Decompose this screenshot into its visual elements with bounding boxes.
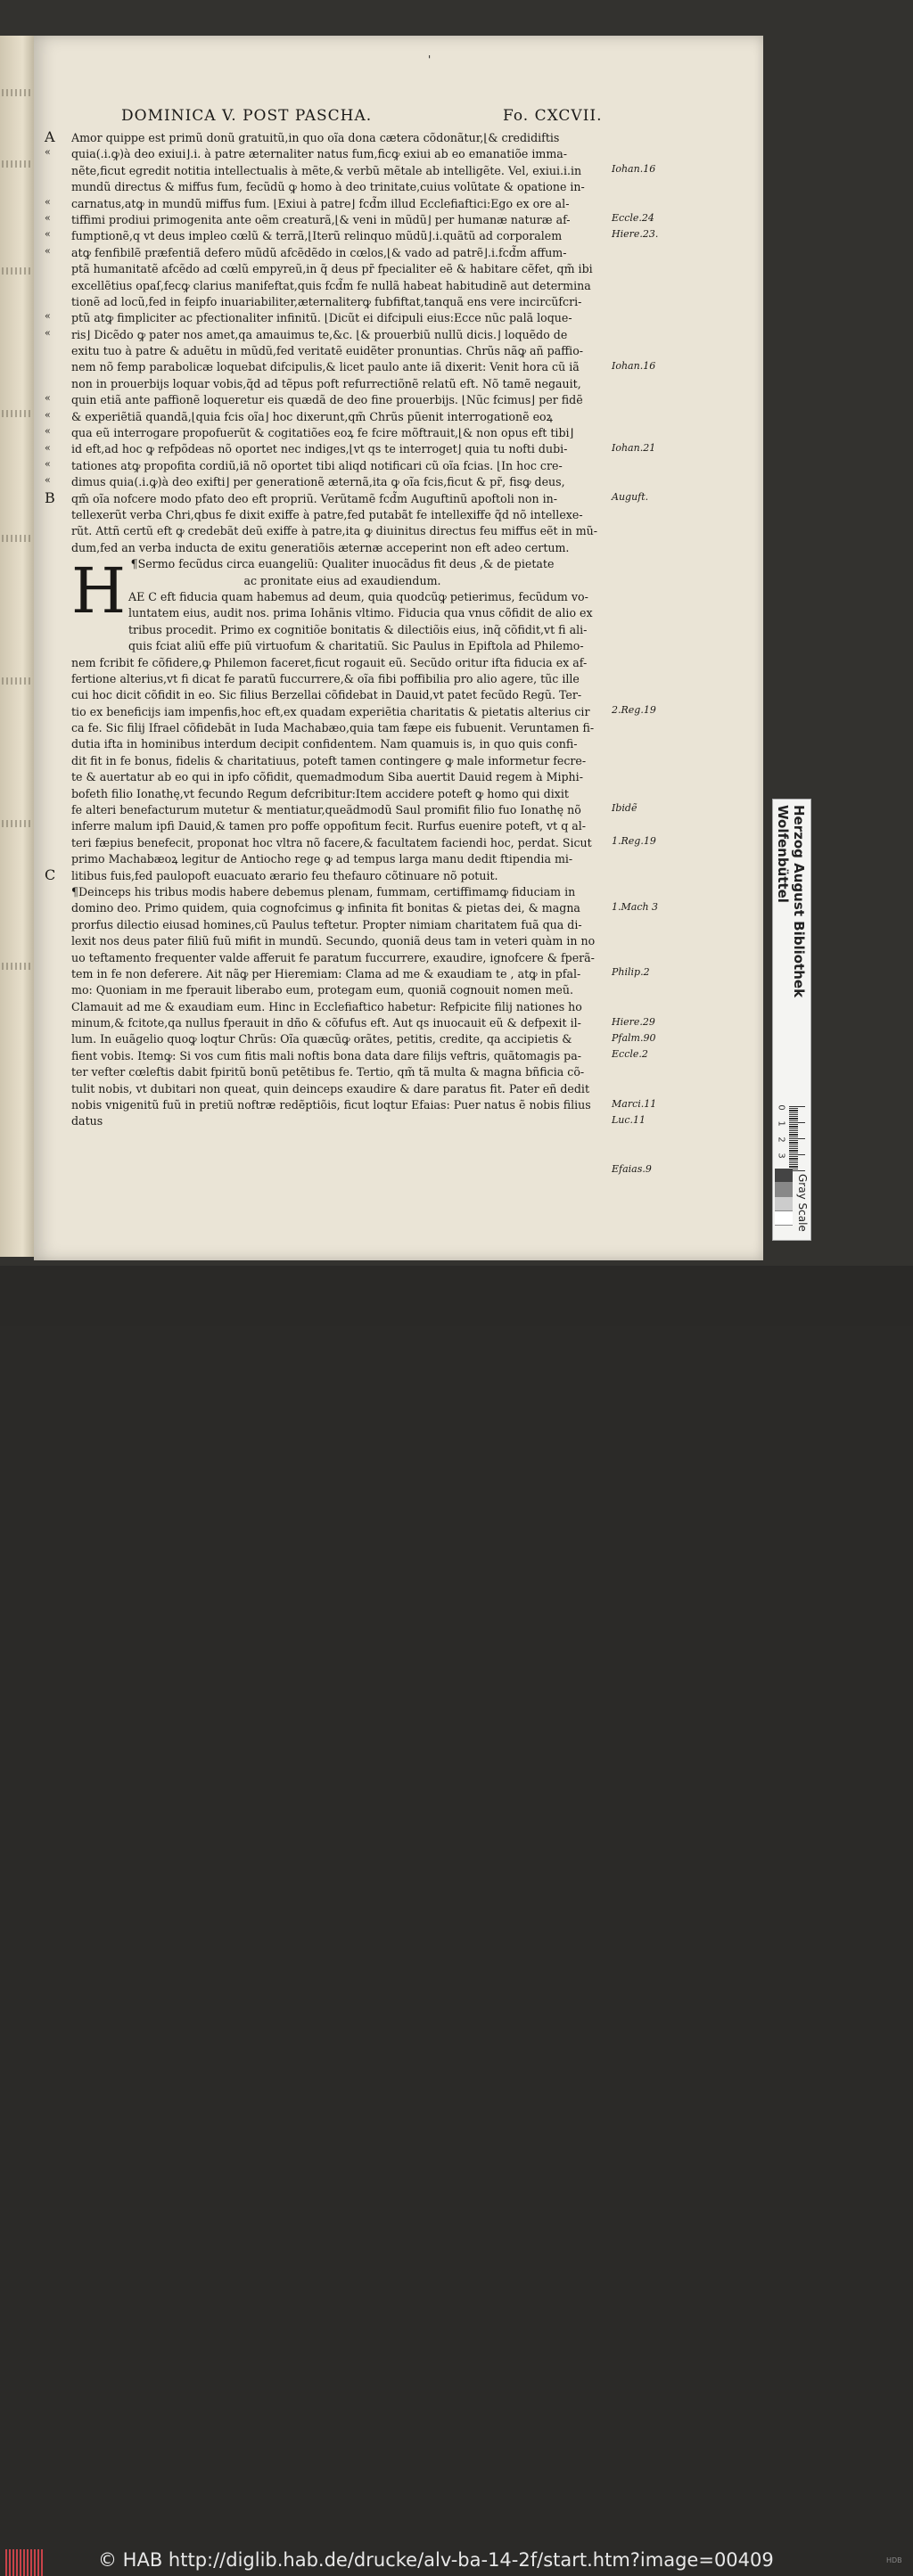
margin-marker: C <box>45 866 56 883</box>
text-line: minum,& fcitote,qa nullus fperauit in dño & cõfufus eft. Aut qs inuocauit eũ & defpexit il- <box>71 1016 581 1030</box>
library-label <box>775 805 809 1099</box>
margin-citation: Marci.11 <box>612 1097 657 1110</box>
text-line: nẽte,ficut egredit notitia intellectualis à mẽte,& verbũ mẽtale ab intelligẽte. Vel, exiui.i.in <box>71 163 582 177</box>
margin-marker: A <box>45 128 55 145</box>
text-line: primo Machabæoꝝ legitur de Antiocho rege ꝙ ad tempus larga manu dedit ftipendia mi- <box>71 852 573 866</box>
text-line: quia(.i.ꝙ)à deo exiui⌋.i. à patre æternaliter natus fum,ficꝙ exiui ab eo emanatiõe imma- <box>71 147 568 161</box>
text-line: cui hoc dicit cõfidit in eo. Sic filius Berzellai cõfidebat in Dauid,vt patet fecũdo Regũ. Ter- <box>71 688 582 702</box>
text-line: tellexerũt verba Chri,qbus fe dixit exiffe à patre,fed putabãt fe intellexiffe q̃d nõ intellexe- <box>71 507 583 521</box>
text-line: bofeth filio Ionathę,vt fecundo Regum defcribitur:Item accidere poteft ꝙ homo qui dixit <box>71 786 569 800</box>
text-line: ris⌋ Dicẽdo ꝙ pater nos amet,qa amauimus te,&c. ⌊& prouerbiũ nullũ dicis.⌋ loquẽdo de <box>71 327 568 341</box>
margin-citation: Iohan.16 <box>612 359 656 372</box>
margin-citation: 2.Reg.19 <box>612 704 656 716</box>
margin-citation: Iohan.16 <box>612 162 656 175</box>
text-line: tionẽ ad locũ,fed in feipfo inuariabiliter,æternaliterꝙ fubfiftat,tanquã ens vere incircũfcri- <box>71 294 582 308</box>
text-line: inferre malum ipfi Dauid,& tamen pro poffe oppofitum fecit. Rurfus euenire poteft, vt q al- <box>71 819 587 833</box>
decorated-initial: H <box>71 554 127 628</box>
text-line: nem nõ femp parabolicæ loquebat difcipulis,& licet paulo ante iã dixerit: Venit hora cũ iã <box>71 360 580 374</box>
text-line: Amor quippe est primũ donũ gratuitũ,in quo oĩa dona cætera cõdonãtur,⌊& credidiftis <box>71 131 560 144</box>
text-line: tribus procedit. Primo ex cognitiõe bonitatis & dilectiõis eius, inq̃ cõfidit,vt fi ali- <box>128 622 588 636</box>
text-line: nem fcribit fe cõfidere,ꝙ Philemon faceret,ficut rogauit eũ. Secũdo oritur ifta fiducia ex af- <box>71 655 588 669</box>
text-line: lexit nos deus pater filiũ fuũ mifit in mundũ. Secundo, quoniã deus tam in veteri quàm in no <box>71 934 596 948</box>
text-line: ca fe. Sic filij Ifrael cõfidebãt in Iuda Machabæo,quia tam fæpe eis fubuenit. Veruntamen fi- <box>71 721 595 735</box>
text-line: prorfus dilectio eiusad homines,cũ Paulus teftetur. Propter nimiam charitatem fuã qua di- <box>71 917 582 931</box>
text-line: ptã humanitatẽ afcẽdo ad cœlũ empyreũ,in q̃ deus pr̃ fpecialiter eẽ & habitare cẽfet, qm̃ ibi <box>71 262 593 276</box>
margin-citation: Eccle.2 <box>612 1048 648 1061</box>
text-line: AE C eft fiducia quam habemus ad deum, quia quodcũꝙ petierimus, fecũdum vo- <box>128 589 588 603</box>
text-line: luntatem eius, audit nos. prima Iohãnis vltimo. Fiducia qua vnus cõfidit de alio ex <box>128 606 593 620</box>
ruler-number: 3 <box>776 1153 786 1159</box>
ruler-number: 1 <box>776 1120 786 1127</box>
text-line: te & auertatur ab eo qui in ipfo cõfidit, quemadmodum Siba auertit Dauid regem à Miphi- <box>71 770 583 784</box>
margin-citation: 1.Reg.19 <box>612 835 656 848</box>
margin-citation: Auguft. <box>612 490 649 503</box>
text-line: id eft,ad hoc ꝙ refpõdeas nõ oportet nec indiges,⌊vt qs te interroget⌋ quia tu nofti dubi- <box>71 442 568 456</box>
gray-patches <box>775 1169 793 1224</box>
text-line: litibus fuis,fed paulopoft euacuato ærario feu thefauro cõtinuare nõ potuit. <box>71 868 498 882</box>
margin-citation: Hiere.29 <box>612 1015 655 1028</box>
text-line: ¶Sermo fecũdus circa euangeliũ: Qualiter inuocãdus fit deus ,& de pietate <box>130 557 555 571</box>
text-line: quis fciat aliũ effe piũ virtuofum & charitatiũ. Sic Paulus in Epiftola ad Philemo- <box>128 639 584 653</box>
folio-number: Fo. CXCVII. <box>503 107 603 125</box>
scan-background <box>0 0 913 1266</box>
margin-marker: « <box>45 425 51 438</box>
text-line: qm̃ oĩa nofcere modo pfato deo eft propriũ. Verũtamẽ fcd̃m Auguftinũ apoftoli non in- <box>71 491 557 505</box>
margin-citation: Iohan.21 <box>612 441 656 454</box>
margin-marker: « <box>45 392 51 405</box>
margin-marker: « <box>45 212 51 224</box>
hab-logo <box>5 2549 43 2576</box>
text-line: tio ex beneficijs iam impenfis,hoc eft,ex quadam experiẽtia charitatis & pietatis alterius cir <box>71 704 590 718</box>
text-line: dutia ifta in hominibus interdum decipit confidentem. Nam quamuis is, in quo quis confi- <box>71 737 578 751</box>
text-line: Clamauit ad me & exaudiam eum. Hinc in Ecclefiaftico habetur: Refpicite filij nationes ho <box>71 999 582 1013</box>
margin-citation: Efaias.9 <box>612 1163 652 1176</box>
margin-marker: « <box>45 228 51 241</box>
text-line: tiffimi prodiui primogenita ante oẽm creaturã,⌊& veni in mũdũ⌋ per humanæ naturæ af- <box>71 212 571 226</box>
margin-marker: « <box>45 474 51 487</box>
text-line: atꝙ fenfibilẽ præfentiã defero mũdũ afcẽdẽdo in cœlos,⌊& vado ad patrẽ⌋.i.fcd̃m affum- <box>71 245 567 259</box>
main-text <box>71 130 613 1130</box>
text-line: lum. In euãgelio quoꝙ loqtur Chrũs: Oĩa quæcũꝙ orãtes, petitis, credite, qa accipietis & <box>71 1032 572 1046</box>
margin-citation: Hiere.23. <box>612 228 659 241</box>
text-line: fumptionẽ,q vt deus impleo cœlũ & terrã,⌊Iterũ relinquo mũdũ⌋.i.quãtũ ad corporalem <box>71 229 563 243</box>
footer-mark: HDB <box>886 2556 902 2564</box>
running-title: DOMINICA V. POST PASCHA. <box>121 107 373 125</box>
header-mark: ' <box>428 53 432 66</box>
credit-url: © HAB http://diglib.hab.de/drucke/alv-ba-14-2f/start.htm?image=00409 <box>98 2549 774 2571</box>
text-line: qua eũ interrogare propofuerũt & cogitatiões eoꝝ fe fcire mõftrauit,⌊& non opus eft tibi⌋ <box>71 426 574 440</box>
left-page-edge <box>0 36 37 1257</box>
ruler-number: 0 <box>776 1104 786 1111</box>
text-line: tationes atꝙ propofita cordiũ,iã nõ oportet tibi aliqd notificari cũ oĩa fcias. ⌊In hoc cre- <box>71 458 563 472</box>
text-line: teri fæpius benefecit, proponat hoc vltra nõ facere,& facultatem faciendi hoc, perdat. Sicut <box>71 835 592 849</box>
ruler-number: 2 <box>776 1136 786 1143</box>
text-line: mundũ directus & miffus fum, fecũdũ ꝙ homo à deo trinitate,cuius volũtate & opatione in- <box>71 180 585 194</box>
text-line: non in prouerbijs loquar vobis,q̃d ad tẽpus poft refurrectiõnẽ relatũ eft. Nõ tamẽ negauit, <box>71 376 581 390</box>
text-line: datus <box>71 1114 103 1128</box>
margin-marker: « <box>45 326 51 339</box>
margin-citation: Pfalm.90 <box>612 1032 656 1044</box>
text-line: dum,fed an verba inducta de exitu generatiõis æternæ acceperint non eft adeo certum. <box>71 540 570 554</box>
text-line: carnatus,atꝙ in mundũ miffus fum. ⌊Exiui à patre⌋ fcd̃m illud Ecclefiaftici:Ego ex ore al- <box>71 196 570 210</box>
margin-citation: Luc.11 <box>612 1114 646 1126</box>
text-line: nobis vnigenitũ fuũ in pretiũ noftræ redẽptiõis, ficut loqtur Efaias: Puer natus ẽ nobis filius <box>71 1098 591 1112</box>
text-line: ter vefter cœleftis dabit fpiritũ bonũ petẽtibus fe. Tertio, qm̃ tã multa & magna bñficia cõ- <box>71 1065 585 1079</box>
margin-marker: B <box>45 488 55 506</box>
text-line: dimus quia(.i.ꝙ)à deo exifti⌋ per generationẽ æternã,ita ꝙ oĩa fcis,ficut & pr̃, fisꝙ deus, <box>71 475 565 489</box>
text-line: rũt. Attñ certũ eft ꝙ credebãt deũ exiffe à patre,ita ꝙ diuinitus directus feu miffus eẽt in mũ- <box>71 524 598 538</box>
margin-marker: « <box>45 441 51 454</box>
text-line: tulit nobis, vt dubitari non queat, quin deinceps exaudire & dare paratus fit. Pater eñ dedit <box>71 1081 590 1095</box>
text-line: fertione alterius,vt fi dicat fe paratũ fuccurrere,& oĩa fibi poffibilia pro alio agere, tũc ille <box>71 671 580 685</box>
text-line: quin etiã ante paffionẽ loqueretur eis quædã de deo fine prouerbijs. ⌊Nũc fcimus⌋ per fidẽ <box>71 393 583 407</box>
text-line: excellẽtius opaſ,fecꝙ clarius manifeftat,quis fcd̃m fe nullã habeat habitudinẽ aut determina <box>71 278 591 292</box>
margin-citation: Eccle.24 <box>612 212 654 224</box>
text-line: ac pronitate eius ad exaudiendum. <box>243 573 441 587</box>
margin-marker: « <box>45 244 51 257</box>
color-scale-card <box>772 799 811 1241</box>
library-city: Wolfenbüttel <box>775 805 791 903</box>
text-line: ¶Deinceps his tribus modis habere debemus plenam, fummam, certiffimamꝙ fiduciam in <box>71 884 576 898</box>
text-line: exitu tuo à patre & aduẽtu in mũdũ,fed veritatẽ euidẽter pronuntias. Chrũs nãꝙ añ paffio- <box>71 344 584 358</box>
margin-marker: « <box>45 408 51 421</box>
text-line: domino deo. Primo quidem, quia cognofcimus ꝙ infinita fit bonitas & pietas dei, & magna <box>71 901 580 915</box>
margin-marker: « <box>45 458 51 470</box>
footer-bar <box>0 1266 913 2571</box>
text-line: tem in fe non deferere. Ait nãꝙ per Hieremiam: Clama ad me & exaudiam te , atꝙ in pfal- <box>71 966 581 980</box>
margin-marker: « <box>45 195 51 208</box>
library-name: Herzog August Bibliothek <box>791 805 807 998</box>
text-line: fient vobis. Itemꝙ: Si vos cum fitis mali noftis bona data dare filijs veftris, quãtomagis pa- <box>71 1048 581 1062</box>
text-line: dit fit in fe bonus, fidelis & charitatiuus, poteft tamen contingere ꝙ male informetur fecre- <box>71 753 587 767</box>
gray-scale-label: Gray Scale <box>796 1174 809 1232</box>
margin-citation: Ibidẽ <box>612 802 637 815</box>
text-line: mo: Quoniam in me fperauit liberabo eum, protegam eum, quoniã cognouit nomen meũ. <box>71 983 573 997</box>
text-line: fe alteri benefacturum mutetur & mentiatur,queãdmodũ Saul promifit filio fuo Ionathę nõ <box>71 803 581 817</box>
text-line: & experiẽtiã quandã,⌊quia fcis oĩa⌋ hoc dixerunt,qm̃ Chrũs pũenit interrogationẽ eoꝝ <box>71 409 553 423</box>
text-line: uo teftamento frequenter valde afferuit fe paratum fuccurrere, exaudire, ignofcere & fperã- <box>71 950 595 964</box>
margin-marker: « <box>45 146 51 159</box>
margin-citation: Philip.2 <box>612 966 650 979</box>
page-header <box>121 53 612 125</box>
text-line: ptũ atꝙ fimpliciter ac pfectionaliter infinitũ. ⌊Dicũt ei difcipuli eius:Ecce nũc palã loque- <box>71 311 572 325</box>
margin-citation: 1.Mach 3 <box>612 900 659 913</box>
margin-marker: « <box>45 310 51 323</box>
